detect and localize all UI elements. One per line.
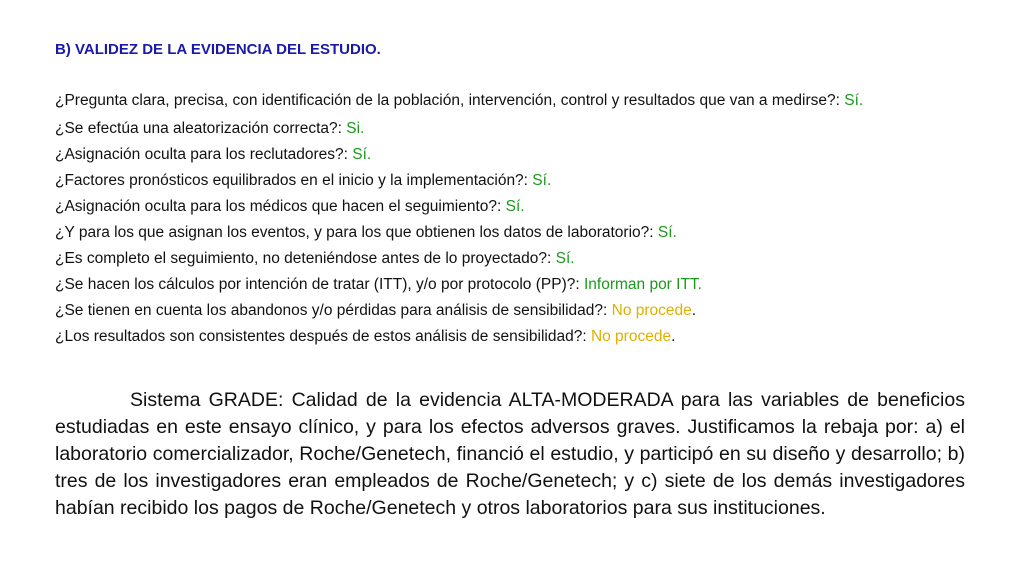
- answer-text: Informan por ITT.: [583, 276, 702, 293]
- question-item: [55, 90, 995, 116]
- question-item: [55, 144, 995, 170]
- question-list: [55, 90, 995, 352]
- question-item: [55, 326, 995, 352]
- answer-text: Sí.: [532, 172, 552, 189]
- answer-text: Sí.: [657, 224, 677, 241]
- question-text: ¿Asignación oculta para los médicos que hacen el seguimiento?:: [55, 198, 506, 215]
- section-heading: B) VALIDEZ DE LA EVIDENCIA DEL ESTUDIO.: [55, 41, 381, 58]
- question-item: [55, 300, 995, 326]
- question-item: [55, 170, 995, 196]
- answer-text: No procede: [590, 328, 672, 345]
- question-text: ¿Y para los que asignan los eventos, y para los que obtienen los datos de laboratorio?:: [55, 224, 658, 241]
- question-text: ¿Se efectúa una aleatorización correcta?:: [55, 120, 347, 137]
- answer-text: No procede: [611, 302, 692, 319]
- question-text: ¿Es completo el seguimiento, no deteniéndose antes de lo proyectado?:: [55, 250, 556, 267]
- answer-text: Sí.: [844, 92, 864, 109]
- question-item: [55, 196, 995, 222]
- question-item: [55, 248, 995, 274]
- answer-text: Sí.: [505, 198, 525, 215]
- question-text: ¿Los resultados son consistentes después de estos análisis de sensibilidad?:: [55, 328, 591, 345]
- question-item: [55, 222, 995, 248]
- question-item: [55, 274, 995, 300]
- answer-tail: .: [691, 302, 697, 319]
- answer-text: Sí.: [352, 146, 372, 163]
- question-text: ¿Se hacen los cálculos por intención de tratar (ITT), y/o por protocolo (PP)?:: [55, 276, 584, 293]
- answer-text: Si.: [346, 120, 365, 137]
- question-text: ¿Se tienen en cuenta los abandonos y/o pérdidas para análisis de sensibilidad?:: [55, 302, 612, 319]
- question-text: ¿Asignación oculta para los reclutadores?:: [55, 146, 353, 163]
- answer-text: Sí.: [555, 250, 575, 267]
- answer-tail: .: [671, 328, 676, 345]
- question-text: ¿Pregunta clara, precisa, con identificación de la población, intervención, control y resultados que van a medirse?:: [55, 92, 845, 109]
- question-item: [55, 118, 995, 144]
- grade-paragraph: Sistema GRADE: Calidad de la evidencia ALTA-MODERADA para las variables de beneficios estudiadas en este ensayo clínico, y para los efectos adversos graves. Justificamos la rebaja por: a) el laboratorio comercializador, Roche/Genetech, financió el estudio, y participó en su diseño y desarrollo; b) tres de los investigadores eran empleados de Roche/Genetech; y c) siete de los demás investigadores habían recibido los pagos de Roche/Genetech y otros laboratorios para sus instituciones.: [55, 389, 965, 519]
- question-text: ¿Factores pronósticos equilibrados en el inicio y la implementación?:: [55, 172, 533, 189]
